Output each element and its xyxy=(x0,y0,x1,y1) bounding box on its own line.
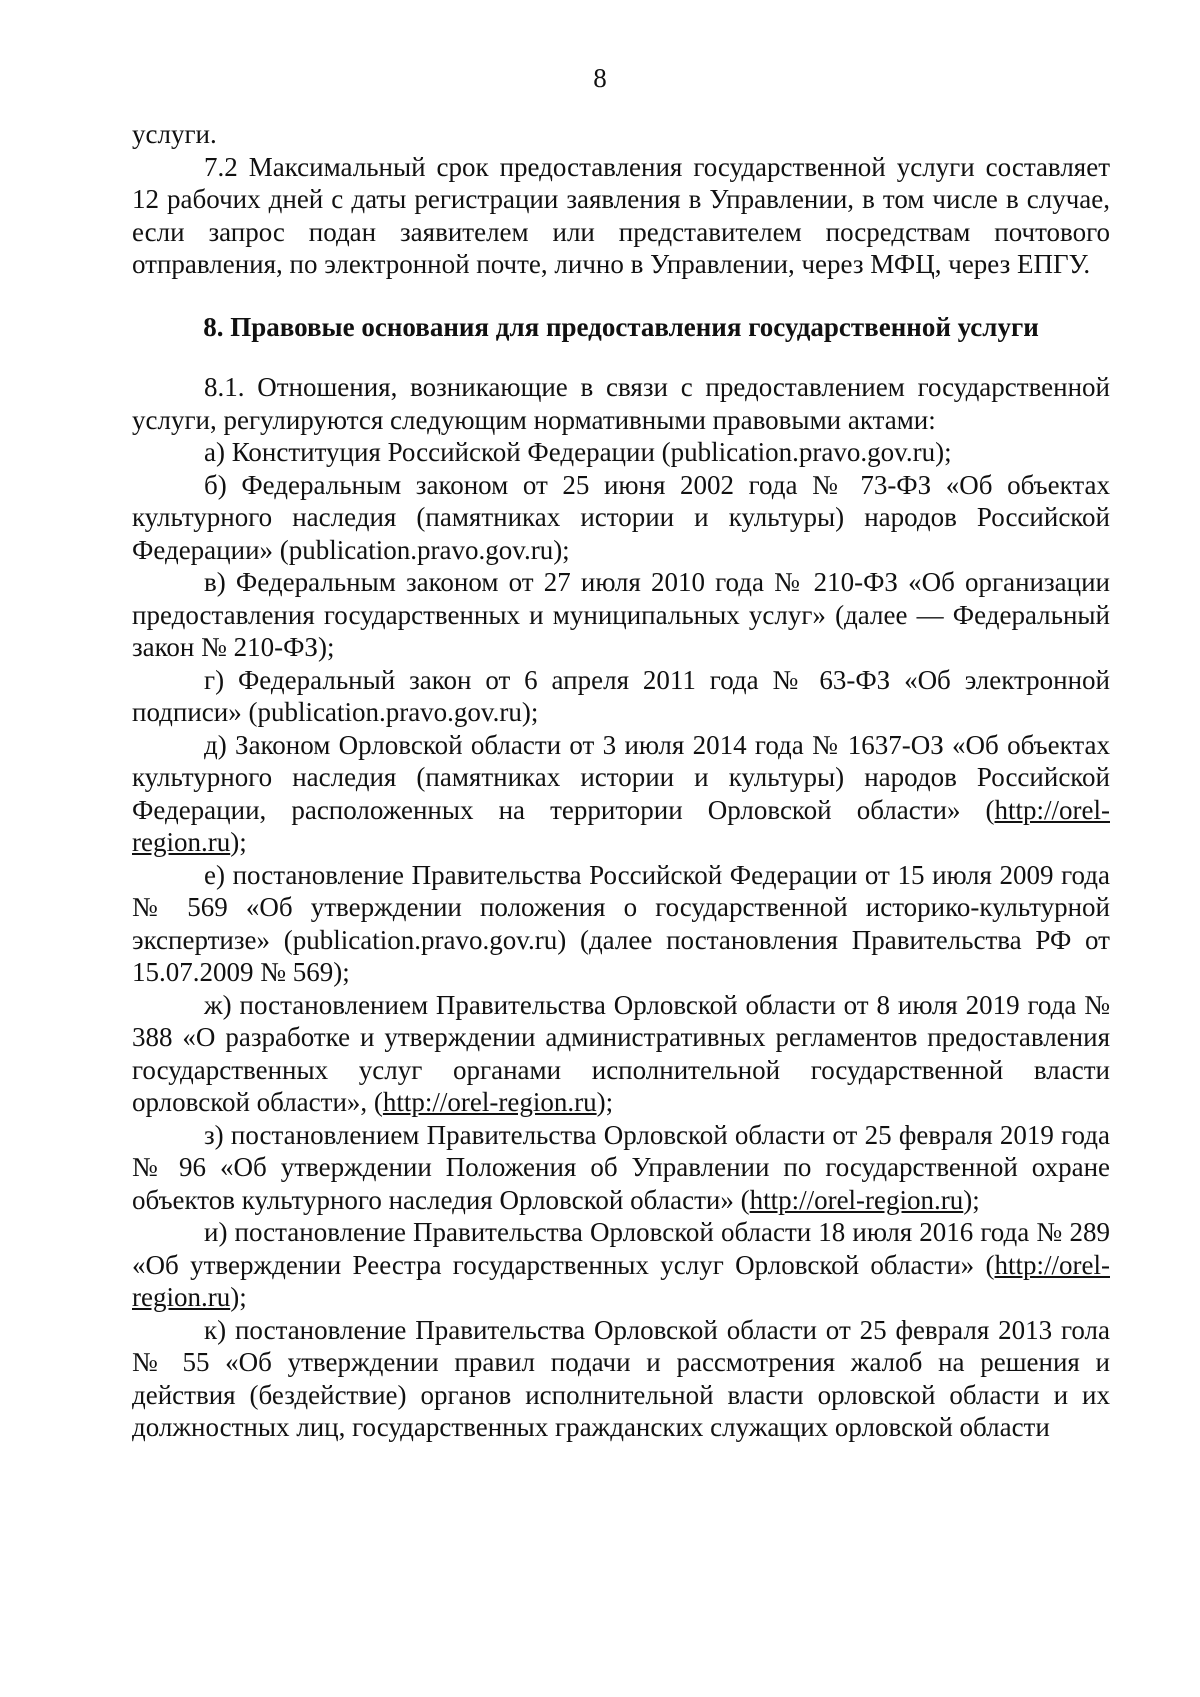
list-item-d-end: ); xyxy=(230,827,247,857)
list-item-v: в) Федеральным законом от 27 июля 2010 года № 210-ФЗ «Об организации предоставления государственных и муниципальных услуг» (далее — Федеральный закон № 210-ФЗ); xyxy=(132,567,1110,662)
list-item-zh xyxy=(132,989,1110,1119)
list-item-i-text: и) постановление Правительства Орловской области 18 июля 2016 года № 289 «Об утверждении Реестра государственных услуг Орловской области» ( xyxy=(132,1217,1110,1280)
list-item-i-link[interactable]: http://orel-region.ru xyxy=(132,1249,1110,1312)
list-item-d-text: д) Законом Орловской области от 3 июля 2014 года № 1637-ОЗ «Об объектах культурного наследия (памятниках истории и культуры) народов Российской Федерации, расположенных на территории Орловской области» ( xyxy=(132,729,1110,825)
paragraph-8-1: 8.1. Отношения, возникающие в связи с предоставлением государственной услуги, регулируются следующим нормативными правовыми актами: xyxy=(132,372,1110,435)
document-body xyxy=(132,118,1110,1444)
list-item-zh-link[interactable]: http://orel-region.ru xyxy=(382,1087,597,1117)
list-item-zh-end: ); xyxy=(596,1087,614,1117)
list-item-z-end: ); xyxy=(963,1184,980,1215)
list-item-k: к) постановление Правительства Орловской области от 25 февраля 2013 гола № 55 «Об утверждении правил подачи и рассмотрения жалоб на решения и действия (бездействие) органов исполнительной власти орловской области и их должностных лиц, государственных гражданских служащих орловской области xyxy=(132,1314,1110,1442)
list-item-z xyxy=(132,1119,1110,1217)
page-number: 8 xyxy=(593,63,607,93)
list-item-e: е) постановление Правительства Российской Федерации от 15 июля 2009 года № 569 «Об утверждении положения о государственной историко-культурной экспертизе» (publication.pravo.gov.ru) (далее постановления Правительства РФ от 15.07.2009 № 569); xyxy=(132,859,1110,987)
list-item-a: а) Конституция Российской Федерации (publication.pravo.gov.ru); xyxy=(204,437,952,467)
section-heading: 8. Правовые основания для предоставления государственной услуги xyxy=(203,311,1039,342)
list-item-d xyxy=(132,729,1110,859)
list-item-i xyxy=(132,1216,1110,1314)
paragraph-7-2: 7.2 Максимальный срок предоставления государственной услуги составляет 12 рабочих дней с даты регистрации заявления в Управлении, в том числе в случае, если запрос подан заявителем или представителем посредствам почтового отправления, по электронной почте, лично в Управлении, через МФЦ, через ЕПГУ. xyxy=(132,151,1110,279)
list-item-i-end: ); xyxy=(230,1282,247,1312)
list-item-z-link[interactable]: http://orel-region.ru xyxy=(749,1184,964,1215)
list-item-b: б) Федеральным законом от 25 июня 2002 года № 73-ФЗ «Об объектах культурного наследия (памятниках истории и культуры) народов Российской Федерации» (publication.pravo.gov.ru); xyxy=(132,469,1110,565)
list-item-zh-text: ж) постановлением Правительства Орловской области от 8 июля 2019 года № 388 «О разработке и утверждении административных регламентов предоставления государственных услуг органами исполнительной государственной власти орловской области», ( xyxy=(132,989,1110,1117)
list-item-z-text: з) постановлением Правительства Орловской области от 25 февраля 2019 года № 96 «Об утверждении Положения об Управлении по государственной охране объектов культурного наследия Орловской области» ( xyxy=(132,1119,1110,1215)
paragraph-continuation: услуги. xyxy=(132,119,217,149)
list-item-d-link[interactable]: http://orel-region.ru xyxy=(132,794,1110,857)
list-item-g: г) Федеральный закон от 6 апреля 2011 года № 63-ФЗ «Об электронной подписи» (publication.pravo.gov.ru); xyxy=(132,664,1110,727)
